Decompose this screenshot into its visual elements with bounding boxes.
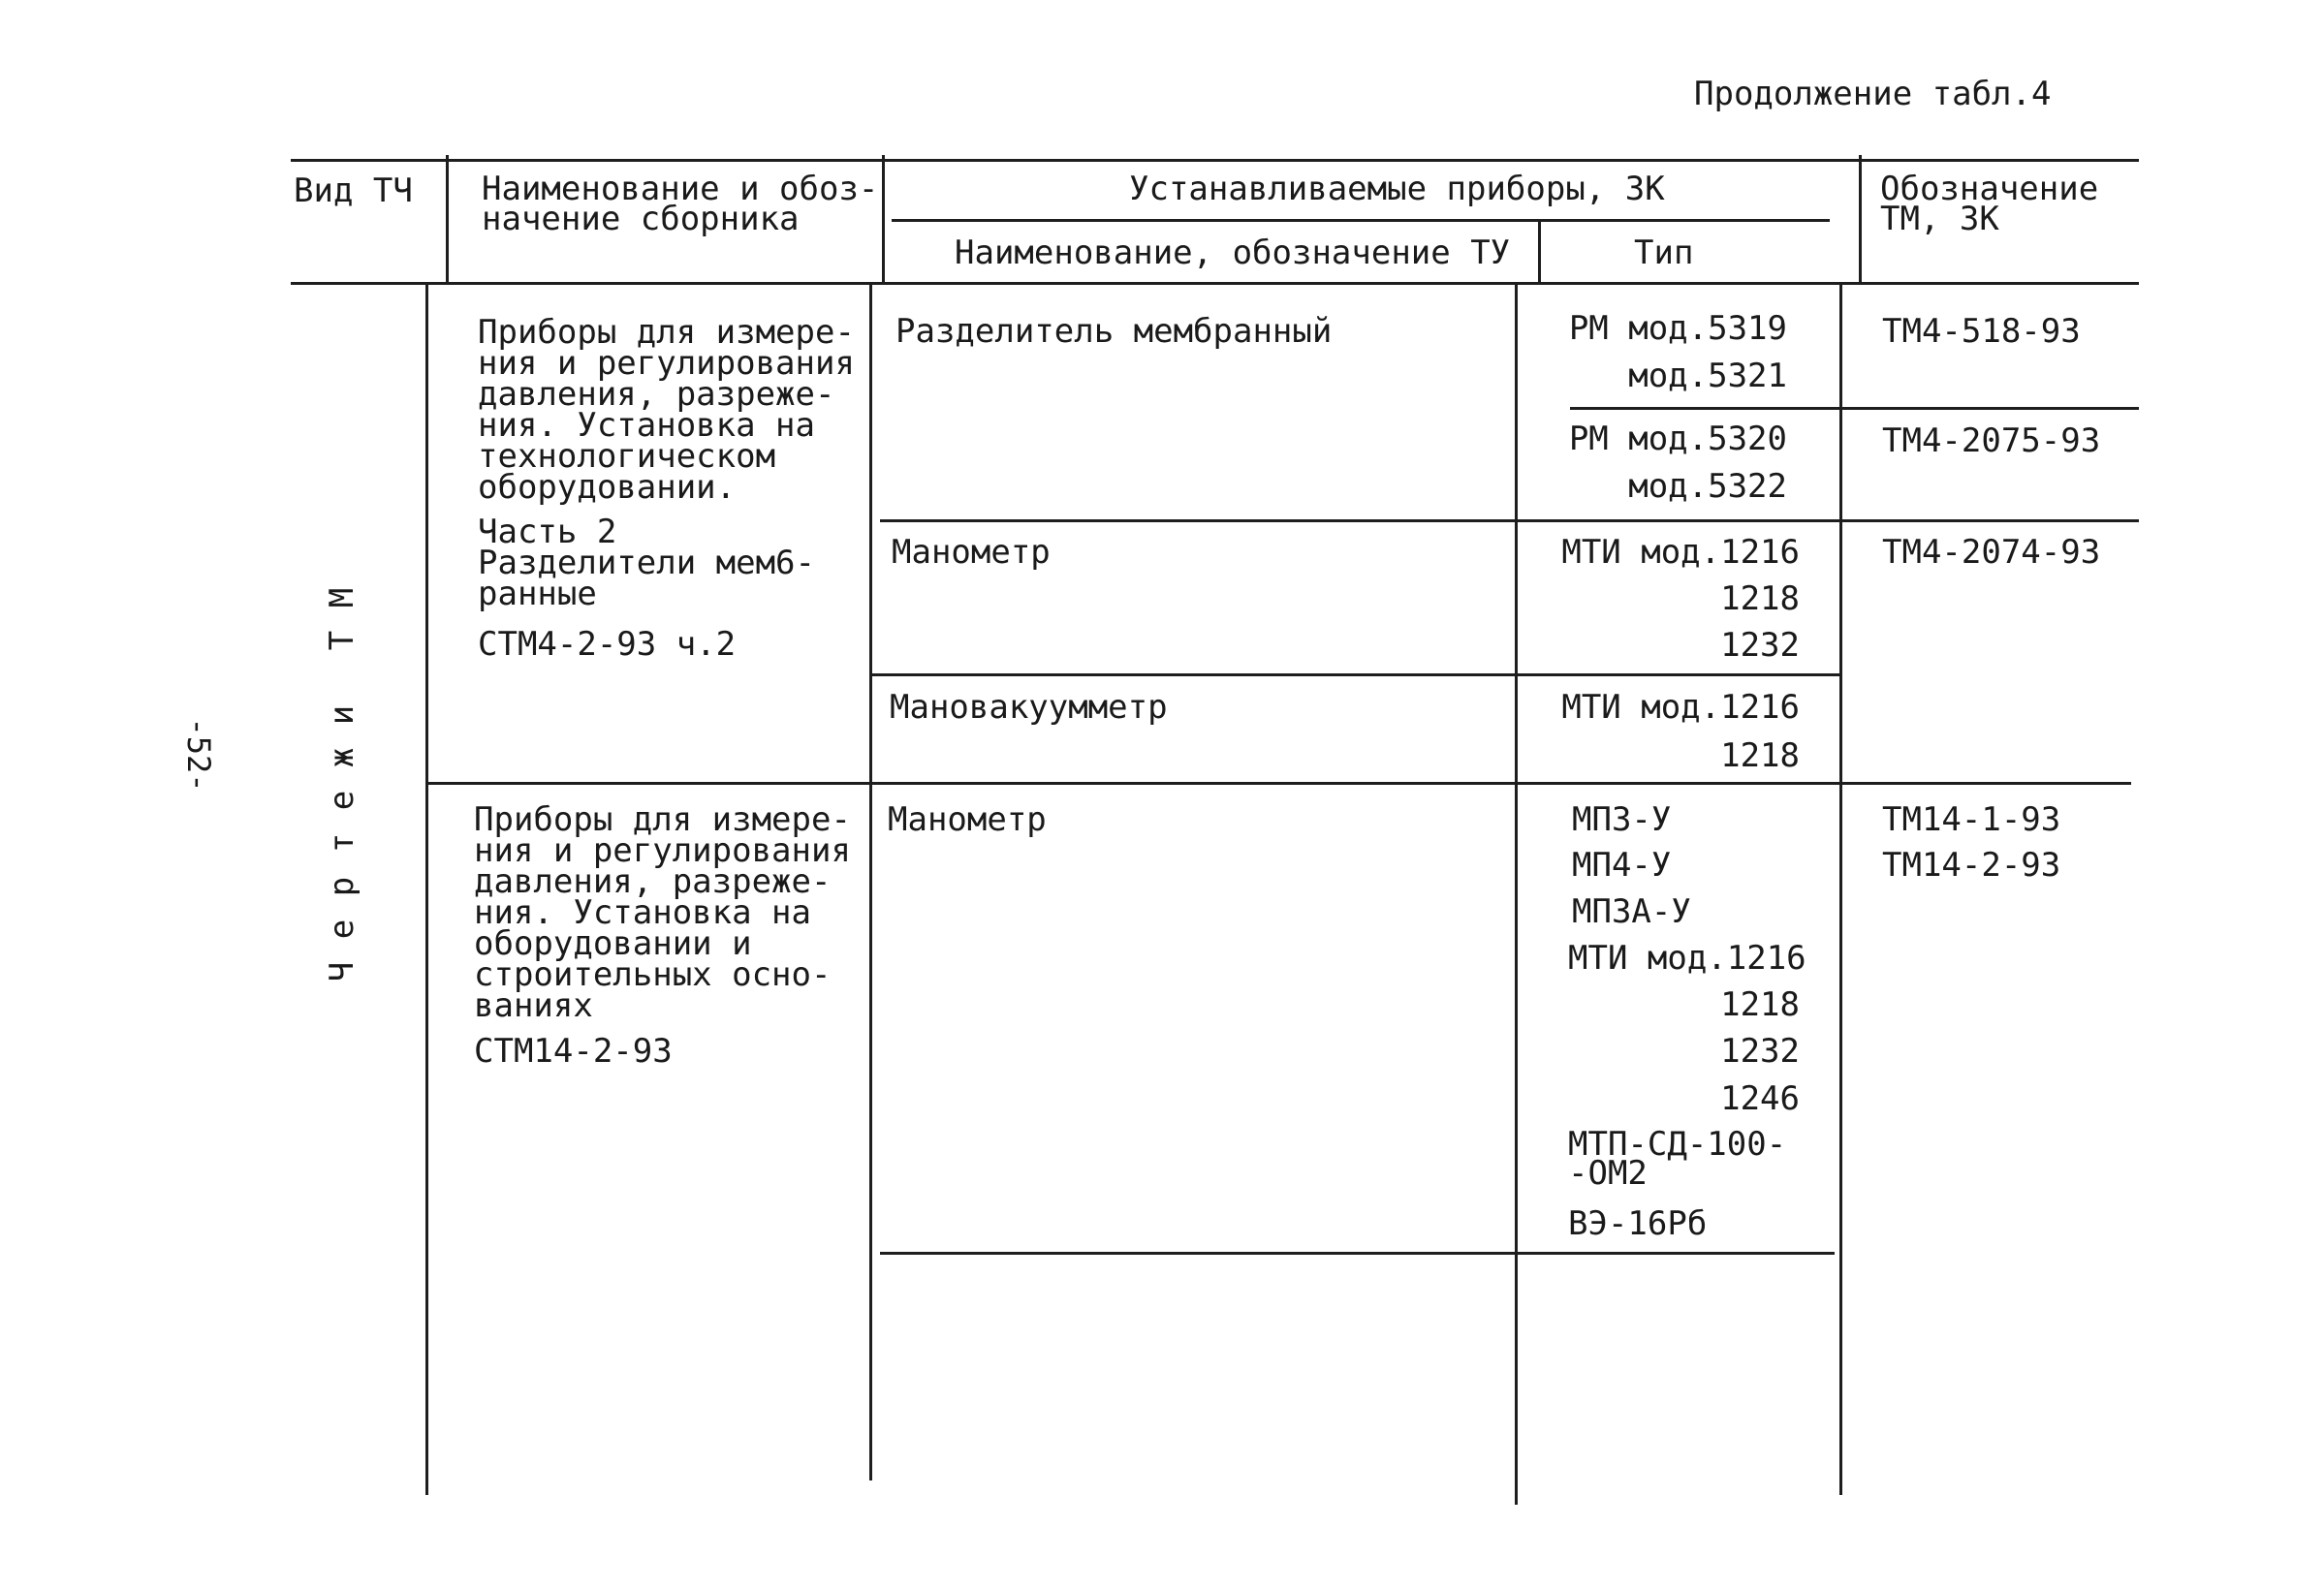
col-divider-1 — [446, 155, 449, 284]
designation-code: ТМ4-2075-93 — [1882, 421, 2101, 460]
col-divider-3b — [1515, 284, 1518, 1505]
device-type: МТИ мод.1216 — [1568, 939, 1806, 978]
col-divider-3 — [1538, 219, 1541, 284]
device-type: РМ мод.5319 — [1568, 309, 1787, 348]
col-divider-2b — [869, 284, 872, 1480]
header-view-type: Вид ТЧ — [294, 171, 413, 210]
designation-code: ТМ14-2-93 — [1882, 846, 2061, 885]
vertical-letter: Ч — [322, 961, 361, 982]
device-type: 1218 — [1720, 985, 1800, 1024]
device-name: Манометр — [888, 800, 1047, 839]
rule-group2-end — [880, 1252, 1835, 1255]
device-name: Разделитель мембранный — [895, 312, 1333, 351]
designation-code: ТМ4-518-93 — [1882, 312, 2081, 351]
header-collection: Наименование и обоз- начение сборника — [482, 170, 879, 238]
vertical-letter: Т — [322, 630, 361, 651]
group1-code: СТМ4-2-93 ч.2 — [478, 625, 737, 664]
group1-part: Часть 2 Разделители мем6- ранные — [478, 513, 815, 613]
vertical-letter: р — [322, 876, 361, 896]
col-divider-4b — [1839, 284, 1842, 1495]
vertical-letter: е — [322, 919, 361, 939]
device-type: РМ мод.5320 — [1568, 420, 1787, 458]
device-type: МП4-У — [1572, 846, 1672, 885]
device-type: 1218 — [1720, 736, 1800, 775]
rule-group2 — [425, 782, 2131, 785]
device-type: МП3А-У — [1572, 892, 1691, 931]
col-divider-4 — [1859, 155, 1862, 284]
group2-collection: Приборы для измере- ния и регулирования давления, разреже- ния. Установка на оборудовании и строительных осно- ваниях — [474, 800, 851, 1025]
device-type: мод.5321 — [1628, 357, 1787, 395]
device-type: 1232 — [1720, 1032, 1800, 1071]
rule-header-sub — [892, 219, 1830, 222]
vertical-letter: и — [322, 704, 361, 725]
group1-collection: Приборы для измере- ния и регулирования давления, разреже- ния. Установка на технологическом оборудовании. — [478, 313, 855, 507]
page-number: -52- — [180, 717, 217, 793]
device-type: ВЭ-16Рб — [1568, 1204, 1708, 1243]
vertical-letter: е — [322, 790, 361, 811]
vertical-letter: М — [322, 587, 361, 608]
device-type: МТП-СД-100- -ОМ2 — [1568, 1125, 1787, 1193]
header-type: Тип — [1634, 234, 1694, 272]
table-caption: Продолжение табл.4 — [1694, 75, 2052, 113]
group2-code: СТМ14-2-93 — [474, 1032, 673, 1071]
device-type: 1246 — [1720, 1079, 1800, 1118]
device-name: Мановакуумметр — [890, 688, 1168, 727]
vertical-letter: т — [322, 833, 361, 854]
header-designation: Обозначение ТМ, ЗК — [1880, 170, 2099, 238]
designation-code: ТМ14-1-93 — [1882, 800, 2061, 839]
vertical-label-drawings — [320, 581, 364, 988]
device-name: Манометр — [892, 533, 1051, 572]
rule-manovac — [872, 673, 1841, 676]
header-devices-group: Устанавливаемые приборы, ЗК — [1129, 170, 1665, 208]
rule-manometer — [880, 519, 2139, 522]
col-divider-1b — [425, 284, 428, 1495]
device-type: МТИ мод.1216 — [1561, 533, 1800, 572]
device-type: мод.5322 — [1628, 467, 1787, 506]
vertical-letter: ж — [322, 747, 361, 768]
device-type: МТИ мод.1216 — [1561, 688, 1800, 727]
device-type: МП3-У — [1572, 800, 1672, 839]
device-type: 1232 — [1720, 626, 1800, 665]
device-type: 1218 — [1720, 579, 1800, 618]
col-divider-2 — [882, 155, 885, 284]
header-device-name: Наименование, обозначение ТУ — [955, 234, 1511, 272]
designation-code: ТМ4-2074-93 — [1882, 533, 2101, 572]
rule-rm-split — [1570, 407, 2139, 410]
